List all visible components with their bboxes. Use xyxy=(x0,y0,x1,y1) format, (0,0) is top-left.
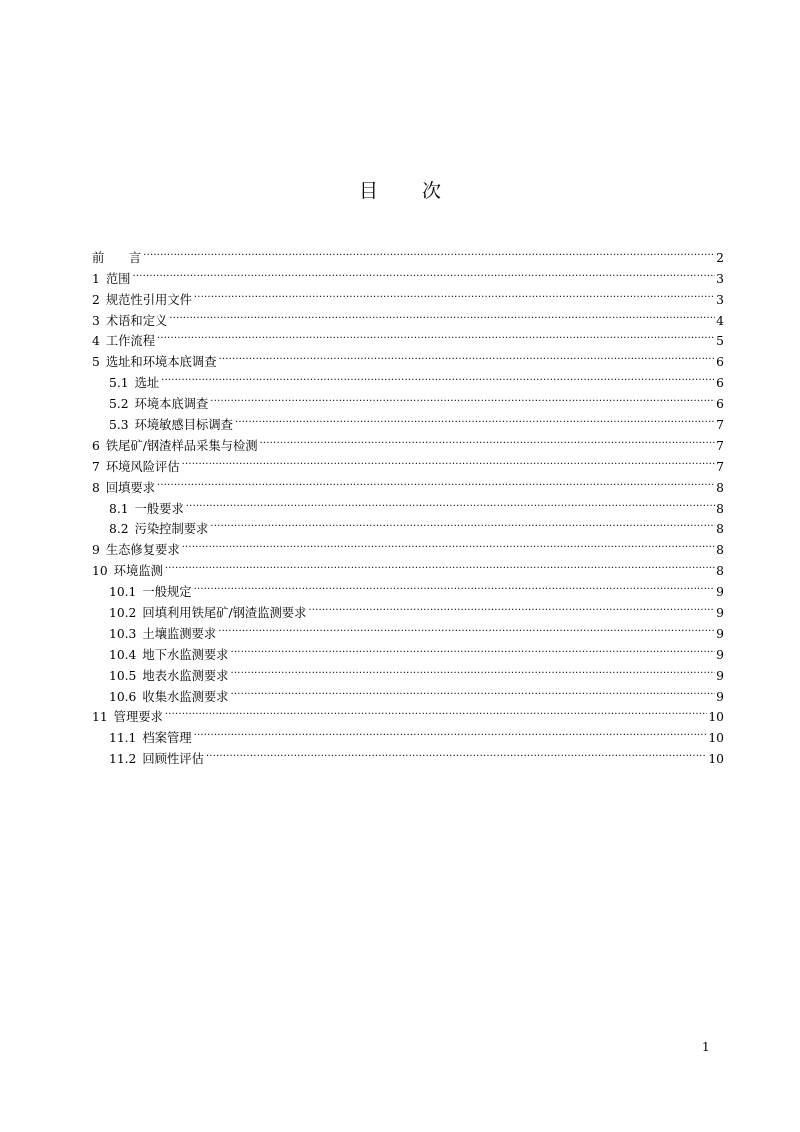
toc-leader-dots xyxy=(161,366,715,387)
toc-entry-label: 铁尾矿/钢渣样品采集与检测 xyxy=(105,438,258,453)
toc-leader-dots xyxy=(260,429,716,450)
toc-entry-label: 档案管理 xyxy=(142,731,192,746)
toc-entry-number: 10.6 xyxy=(109,689,137,704)
toc-entry-number: 5.3 xyxy=(109,418,129,433)
toc-entry[interactable] xyxy=(92,575,724,600)
toc-entry-page: 6 xyxy=(716,376,724,391)
toc-entry-page: 8 xyxy=(716,564,724,579)
toc-leader-dots xyxy=(308,596,715,617)
toc-entry-page: 6 xyxy=(716,355,724,370)
toc-entry-page: 9 xyxy=(716,689,724,704)
toc-entry-label: 一般规定 xyxy=(142,585,192,600)
toc-entry-number: 11.1 xyxy=(109,731,137,746)
toc-entry-label: 地表水监测要求 xyxy=(142,668,229,683)
toc-leader-dots xyxy=(143,241,715,262)
toc-entry-label: 前 言 xyxy=(92,250,142,265)
toc-entry[interactable] xyxy=(92,701,724,725)
toc-entry-label: 污染控制要求 xyxy=(134,522,209,537)
toc-entry-label: 环境监测 xyxy=(113,564,163,579)
toc-entry-page: 8 xyxy=(716,480,724,495)
page-number: 1 xyxy=(702,1040,710,1054)
toc-entry-number: 10.3 xyxy=(109,626,137,641)
toc-leader-dots xyxy=(194,283,715,304)
toc-entry-number: 8 xyxy=(92,480,100,495)
toc-entry-number: 5 xyxy=(92,355,100,370)
toc-entry[interactable] xyxy=(92,325,724,349)
toc-entry-page: 7 xyxy=(716,459,724,474)
toc-entry-page: 7 xyxy=(716,418,724,433)
toc-entry-page: 9 xyxy=(716,606,724,621)
toc-entry-number: 1 xyxy=(92,271,100,286)
toc-entry-label: 土壤监测要求 xyxy=(142,626,217,641)
toc-entry-number: 10.5 xyxy=(109,668,137,683)
toc-leader-dots xyxy=(165,554,715,575)
toc-entry-page: 3 xyxy=(716,292,724,307)
toc-leader-dots xyxy=(206,742,707,763)
toc-entry[interactable] xyxy=(92,262,724,286)
toc-entry[interactable] xyxy=(92,366,724,391)
toc-entry-page: 6 xyxy=(716,397,724,412)
toc-entry-number: 10.2 xyxy=(109,606,137,621)
toc-leader-dots xyxy=(235,408,715,429)
toc-entry-label: 回顾性评估 xyxy=(142,752,204,767)
toc-entry-label: 工作流程 xyxy=(105,334,156,349)
toc-entry-page: 9 xyxy=(716,626,724,641)
toc-entry[interactable] xyxy=(92,241,724,265)
toc-entry-number: 5.1 xyxy=(109,376,129,391)
title-char-2: 次 xyxy=(422,180,442,202)
toc-entry-label: 选址和环境本底调查 xyxy=(105,355,217,370)
toc-entry[interactable] xyxy=(92,304,724,328)
toc-entry-page: 8 xyxy=(716,543,724,558)
toc-entry-label: 回填利用铁尾矿/钢渣监测要求 xyxy=(142,606,307,621)
toc-entry-number: 10.4 xyxy=(109,647,137,662)
toc-leader-dots xyxy=(210,387,715,408)
toc-entry-label: 环境风险评估 xyxy=(105,459,180,474)
toc-entry[interactable] xyxy=(92,513,724,537)
toc-entry-label: 地下水监测要求 xyxy=(142,647,229,662)
toc-entry-label: 规范性引用文件 xyxy=(105,292,192,307)
toc-leader-dots xyxy=(230,659,715,680)
toc-leader-dots xyxy=(182,533,716,554)
toc-leader-dots xyxy=(132,262,715,283)
toc-entry-page: 8 xyxy=(716,522,724,537)
toc-entry-number: 9 xyxy=(92,543,100,558)
toc-leader-dots xyxy=(157,325,715,346)
toc-entry-label: 环境本底调查 xyxy=(134,397,209,412)
toc-entry-label: 管理要求 xyxy=(113,710,163,725)
toc-entry[interactable] xyxy=(92,450,724,474)
toc-entry-page: 4 xyxy=(716,313,724,328)
toc-entry-number: 7 xyxy=(92,459,100,474)
toc-entry-label: 收集水监测要求 xyxy=(142,689,229,704)
toc-entry-page: 7 xyxy=(716,438,724,453)
toc-entry-page: 10 xyxy=(708,752,724,767)
toc-entry-page: 8 xyxy=(716,501,724,516)
toc-entry-label: 术语和定义 xyxy=(105,313,168,328)
toc-entry-number: 10 xyxy=(92,564,108,579)
toc-leader-dots xyxy=(210,513,715,534)
toc-entry-page: 10 xyxy=(708,731,724,746)
toc-entry-number: 11 xyxy=(92,710,108,725)
toc-leader-dots xyxy=(194,575,716,596)
toc-entry-number: 3 xyxy=(92,313,100,328)
toc-entry-label: 回填要求 xyxy=(105,480,156,495)
toc-entry-page: 10 xyxy=(708,710,724,725)
toc-leader-dots xyxy=(230,638,715,659)
toc-entry-label: 生态修复要求 xyxy=(105,543,180,558)
toc-entry-number: 10.1 xyxy=(109,585,137,600)
toc-leader-dots xyxy=(218,617,715,638)
toc-entry-number: 11.2 xyxy=(109,752,137,767)
toc-entry-label: 范围 xyxy=(105,271,131,286)
toc-entry-page: 9 xyxy=(716,647,724,662)
toc-entry[interactable] xyxy=(92,345,724,370)
toc-entry-label: 一般要求 xyxy=(134,501,184,516)
toc-entry-number: 2 xyxy=(92,292,100,307)
toc-entry[interactable] xyxy=(92,387,724,412)
toc-entry[interactable] xyxy=(92,554,724,579)
toc-entry-label: 环境敏感目标调查 xyxy=(134,418,233,433)
toc-entry-number: 6 xyxy=(92,438,100,453)
toc-entry[interactable] xyxy=(92,283,724,307)
toc-leader-dots xyxy=(169,304,715,325)
toc-entry[interactable] xyxy=(92,471,724,495)
toc-entry-label: 选址 xyxy=(134,376,160,391)
table-of-contents xyxy=(92,241,724,767)
toc-entry-number: 4 xyxy=(92,334,100,349)
toc-entry[interactable] xyxy=(92,492,724,516)
toc-entry-page: 2 xyxy=(716,250,724,265)
toc-entry[interactable] xyxy=(92,721,724,746)
toc-entry-page: 5 xyxy=(716,334,724,349)
toc-entry-page: 9 xyxy=(716,668,724,683)
page-title xyxy=(0,176,800,203)
title-char-1: 目 xyxy=(358,180,378,202)
toc-entry-page: 9 xyxy=(716,585,724,600)
toc-leader-dots xyxy=(182,450,716,471)
toc-entry[interactable] xyxy=(92,533,724,558)
toc-entry-number: 5.2 xyxy=(109,397,129,412)
toc-leader-dots xyxy=(157,471,715,492)
toc-leader-dots xyxy=(194,721,708,742)
toc-leader-dots xyxy=(230,680,715,701)
toc-entry-number: 8.1 xyxy=(109,501,129,516)
toc-leader-dots xyxy=(219,345,716,366)
toc-leader-dots xyxy=(186,492,715,513)
toc-entry-number: 8.2 xyxy=(109,522,129,537)
toc-entry-page: 3 xyxy=(716,271,724,286)
toc-leader-dots xyxy=(165,701,707,722)
